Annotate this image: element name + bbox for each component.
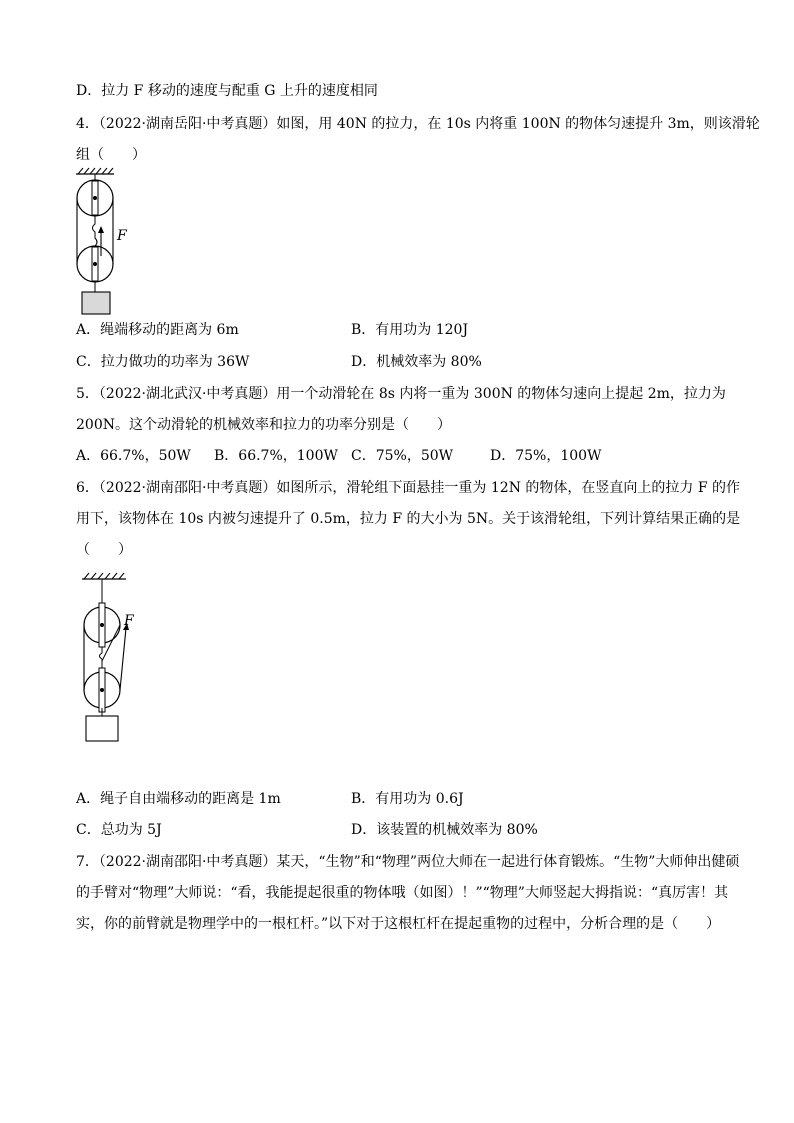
- q4-option-a: A．绳端移动的距离为 6m: [76, 322, 239, 338]
- q6-stem-line2: 用下，该物体在 10s 内被匀速提升了 0.5m，拉力 F 的大小为 5N。关于该滑轮组，下列计算结果正确的是: [76, 511, 741, 527]
- q4-option-b: B．有用功为 120J: [351, 322, 469, 338]
- q5-option-c: C．75%，50W: [351, 448, 454, 464]
- q5-option-b: B．66.7%，100W: [214, 448, 338, 464]
- q6-force-label: F: [124, 613, 134, 629]
- q5-option-a: A．66.7%，50W: [76, 448, 191, 464]
- q5-option-d: D．75%，100W: [490, 448, 602, 464]
- q3-option-d: D．拉力 F 移动的速度与配重 G 上升的速度相同: [76, 83, 378, 99]
- q6-stem-line1: 6．（2022·湖南邵阳·中考真题）如图所示，滑轮组下面悬挂一重为 12N 的物体，在竖直向上的拉力 F 的作: [76, 480, 741, 496]
- q4-option-c: C．拉力做功的功率为 36W: [76, 354, 250, 370]
- q5-stem-line2: 200N。这个动滑轮的机械效率和拉力的功率分别是（ ）: [76, 417, 451, 433]
- q7-stem-line1: 7．（2022·湖南邵阳·中考真题）某天，“生物”和“物理”两位大师在一起进行体育锻炼。“生物”大师伸出健硕: [76, 854, 740, 870]
- q6-option-b: B．有用功为 0.6J: [351, 791, 464, 807]
- q6-option-d: D．该装置的机械效率为 80%: [351, 822, 538, 838]
- q5-stem-line1: 5．（2022·湖北武汉·中考真题）用一个动滑轮在 8s 内将一重为 300N 的物体匀速向上提起 2m，拉力为: [76, 386, 726, 402]
- q7-stem-line3: 实，你的前臂就是物理学中的一根杠杆。”以下对于这根杠杆在提起重物的过程中，分析合理的是（ ）: [76, 916, 721, 932]
- q4-force-label: F: [117, 228, 127, 244]
- q4-pulley-figure: [70, 168, 150, 318]
- q6-stem-line3: （ ）: [76, 542, 132, 558]
- q6-option-a: A．绳子自由端移动的距离是 1m: [76, 791, 281, 807]
- q6-pulley-figure: [80, 573, 160, 745]
- q7-stem-line2: 的手臂对“物理”大师说：“看，我能提起很重的物体哦（如图）！”“物理”大师竖起大拇指说：“真厉害！其: [76, 885, 729, 901]
- q4-stem-line2: 组（ ）: [76, 147, 146, 163]
- q4-stem-line1: 4．（2022·湖南岳阳·中考真题）如图，用 40N 的拉力，在 10s 内将重 100N 的物体匀速提升 3m，则该滑轮: [76, 116, 760, 132]
- q6-option-c: C．总功为 5J: [76, 822, 162, 838]
- q4-option-d: D．机械效率为 80%: [351, 354, 482, 370]
